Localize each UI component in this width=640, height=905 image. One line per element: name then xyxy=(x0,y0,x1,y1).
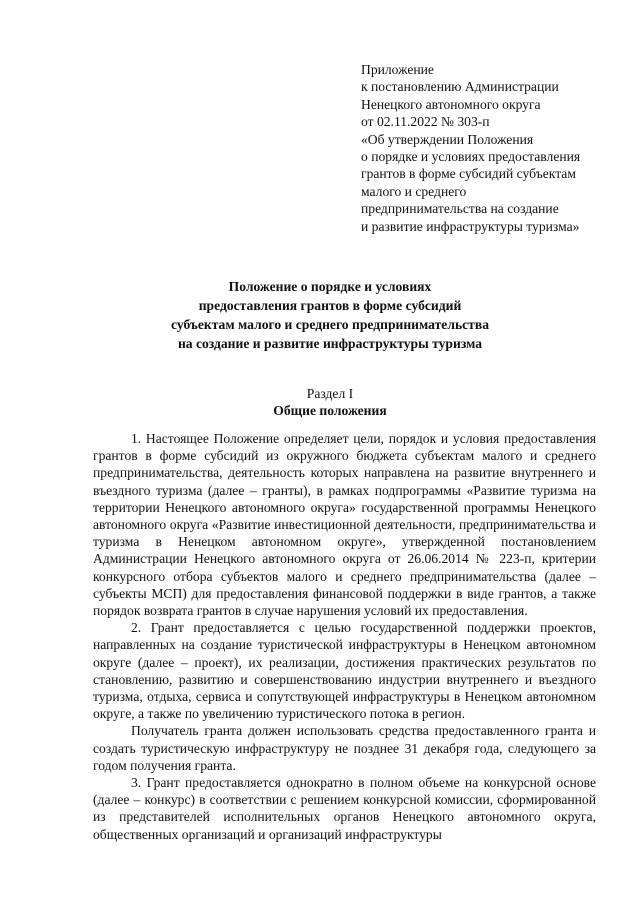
appendix-line: «Об утверждении Положения xyxy=(361,131,534,147)
paragraph: 3. Грант предоставляется однократно в полном объеме на конкурсной основе (далее – конкурс) в соответствии с решением конкурсной комиссии, сформированной из представителей исполнительных органов Ненецкого автономного округа, общественных организаций и организаций инфраструктуры xyxy=(93,775,596,842)
appendix-line: и развитие инфраструктуры туризма» xyxy=(361,218,580,234)
appendix-line: Приложение xyxy=(361,62,434,77)
paragraph: Получатель гранта должен использовать средства предоставленного гранта и создать туристическую инфраструктуру не позднее 31 декабря года, следующего за годом получения гранта. xyxy=(93,723,596,773)
appendix-block xyxy=(361,61,631,235)
title-line: на создание и развитие инфраструктуры туризма xyxy=(177,336,483,351)
section-header xyxy=(60,385,600,419)
paragraph: 1. Настоящее Положение определяет цели, порядок и условия предоставления грантов в форме субсидий из окружного бюджета субъектам малого и среднего предпринимательства, деятельность которых направлена на развитие внутреннего и въездного туризма (далее – гранты), в рамках подпрограммы «Развитие туризма на территории Ненецкого автономного округа» государственной программы Ненецкого автономного округа «Развитие инвестиционной деятельности, предпринимательства и туризма в Ненецком автономном округе», утвержденной постановлением Администрации Ненецкого автономного округа от 26.06.2014 № 223-п, критерии конкурсного отбора субъектов малого и среднего предпринимательства (далее – субъекты МСП) для предоставления финансовой поддержки в виде грантов, а также порядок возврата грантов в случае нарушения условий их предоставления. xyxy=(93,431,596,619)
section-number: Раздел I xyxy=(306,386,354,401)
title-line: предоставления грантов в форме субсидий xyxy=(198,298,462,313)
appendix-line: малого и среднего xyxy=(361,183,467,199)
appendix-line: к постановлению Администрации xyxy=(361,79,559,95)
appendix-line: грантов в форме субсидий субъектам xyxy=(361,166,576,182)
title-line: субъектам малого и среднего предпринимательства xyxy=(170,317,489,332)
appendix-line: о порядке и условиях предоставления xyxy=(361,149,581,165)
title-line: Положение о порядке и условиях xyxy=(228,279,432,294)
appendix-line: предпринимательства на создание xyxy=(361,201,559,217)
section-heading: Общие положения xyxy=(273,403,387,418)
paragraph: 2. Грант предоставляется с целью государственной поддержки проектов, направленных на создание туристической инфраструктуры в Ненецком автономном округе (далее – проект), их реализации, достижения практических результатов по становлению, развитию и совершенствованию индустрии внутреннего и въездного туризма, отдыха, сервиса и сопутствующей инфраструктуры в Ненецком автономном округе, а также по увеличению туристического потока в регион. xyxy=(93,620,596,722)
appendix-line: от 02.11.2022 № 303-п xyxy=(361,114,490,130)
document-title xyxy=(60,277,600,353)
document-body xyxy=(93,430,596,843)
appendix-line: Ненецкого автономного округа xyxy=(361,96,541,112)
